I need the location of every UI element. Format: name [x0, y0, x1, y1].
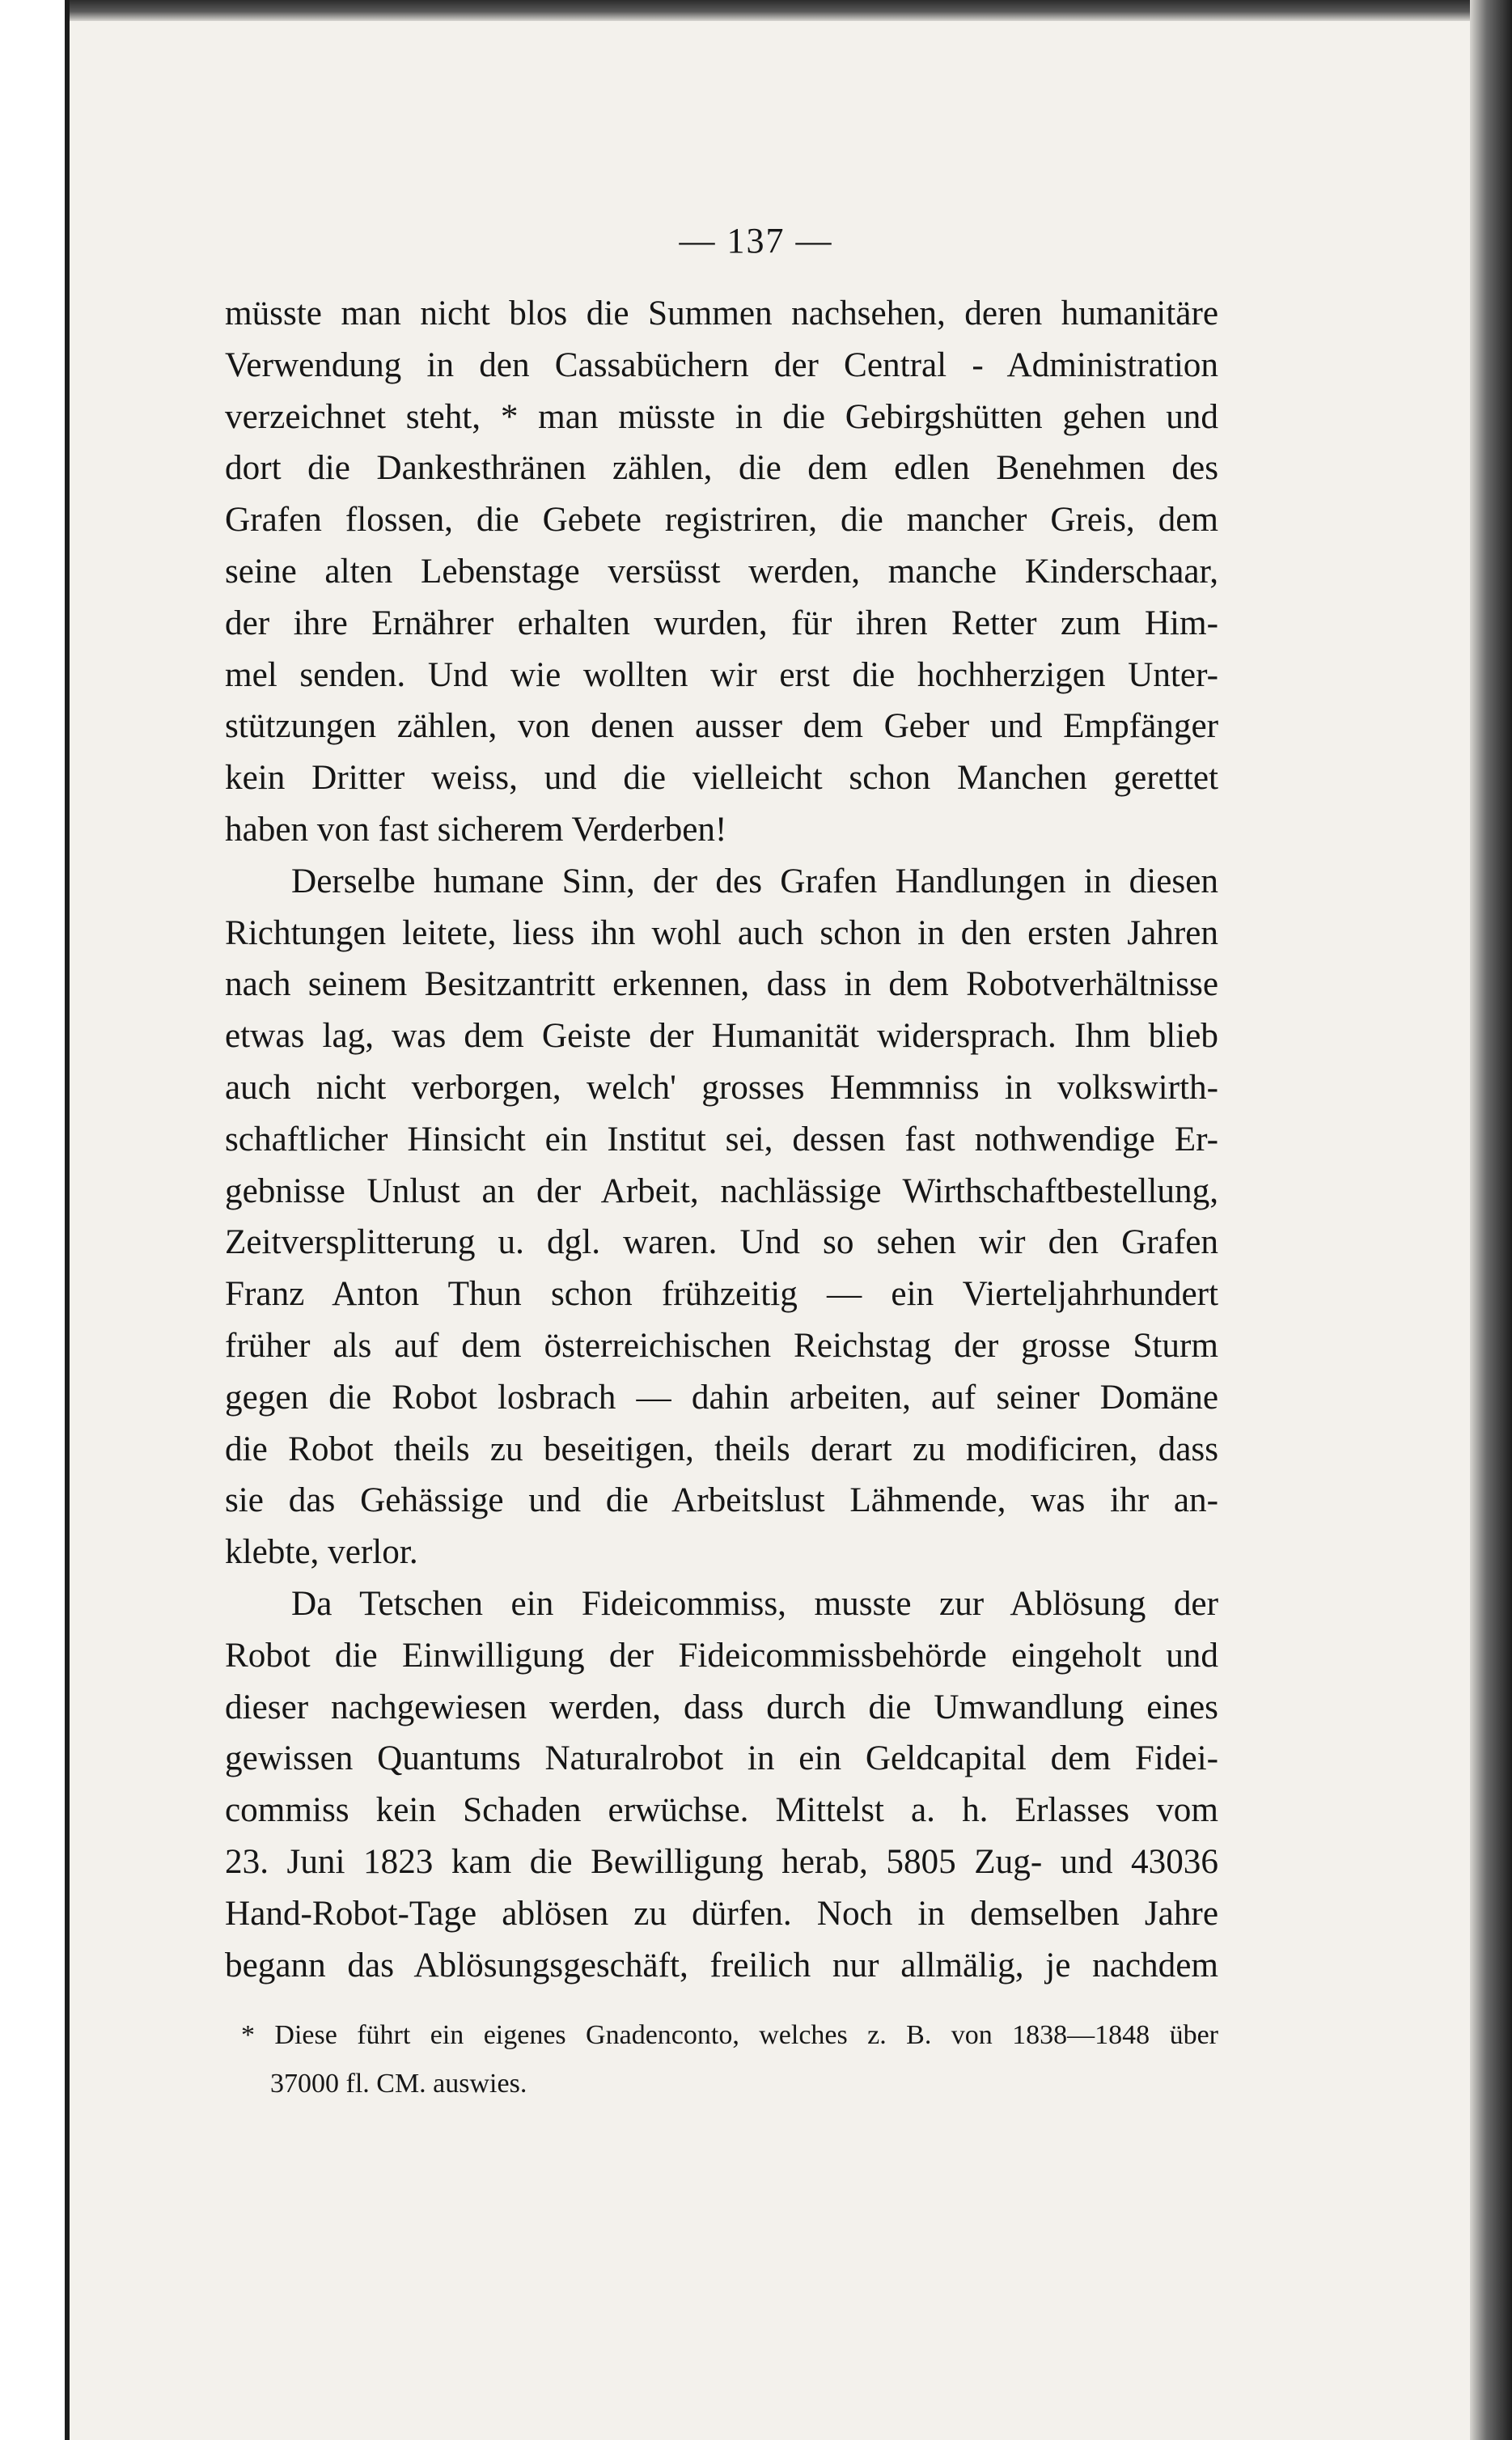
- text-line: etwas lag, was dem Geiste der Humanität widersprach. Ihm blieb: [225, 1017, 1218, 1056]
- text-line: sie das Gehässige und die Arbeitslust Lähmende, was ihr an-: [225, 1481, 1218, 1520]
- text-line: gebnisse Unlust an der Arbeit, nachlässige Wirthschaftbestellung,: [225, 1171, 1218, 1210]
- text-line: gegen die Robot losbrach — dahin arbeiten, auf seiner Domäne: [225, 1378, 1218, 1417]
- paragraph-1: [225, 288, 1218, 856]
- text-line: der ihre Ernährer erhalten wurden, für ihren Retter zum Him-: [225, 604, 1218, 642]
- text-line: auch nicht verborgen, welch' grosses Hemmniss in volkswirth-: [225, 1068, 1218, 1107]
- footnote-line: * Diese führt ein eigenes Gnadenconto, welches z. B. von 1838—1848 über: [241, 2020, 1218, 2050]
- text-line: Derselbe humane Sinn, der des Grafen Handlungen in diesen: [291, 862, 1218, 900]
- text-line: verzeichnet steht, * man müsste in die Gebirgshütten gehen und: [225, 397, 1218, 436]
- text-line: nach seinem Besitzantritt erkennen, dass in dem Robotverhältnisse: [225, 965, 1218, 1004]
- text-line: seine alten Lebenstage versüsst werden, manche Kinderschaar,: [225, 552, 1218, 591]
- footnote: [225, 2011, 1218, 2108]
- text-line: dieser nachgewiesen werden, dass durch die Umwandlung eines: [225, 1688, 1218, 1726]
- text-line: Richtungen leitete, liess ihn wohl auch schon in den ersten Jahren: [225, 913, 1218, 952]
- text-line: klebte, verlor.: [225, 1533, 418, 1572]
- text-line: Robot die Einwilligung der Fideicommissbehörde eingeholt und: [225, 1636, 1218, 1675]
- text-line: früher als auf dem österreichischen Reichstag der grosse Sturm: [225, 1326, 1218, 1365]
- paragraph-3: [225, 1578, 1218, 1991]
- text-line: mel senden. Und wie wollten wir erst die hochherzigen Unter-: [225, 655, 1218, 694]
- page-number: — 137 —: [679, 221, 833, 261]
- scan-right-edge: [1470, 0, 1512, 2440]
- scan-top-edge: [70, 0, 1512, 21]
- text-line: gewissen Quantums Naturalrobot in ein Geldcapital dem Fidei-: [225, 1739, 1218, 1778]
- paragraph-2: [225, 856, 1218, 1578]
- text-line: Verwendung in den Cassabüchern der Central - Administration: [225, 345, 1218, 384]
- text-line: Franz Anton Thun schon frühzeitig — ein Vierteljahrhundert: [225, 1275, 1218, 1314]
- page-body: [225, 288, 1218, 1991]
- text-line: stützungen zählen, von denen ausser dem Geber und Empfänger: [225, 707, 1218, 746]
- footnote-line: 37000 fl. CM. auswies.: [270, 2069, 527, 2099]
- scan-left-edge: [0, 0, 70, 2440]
- text-line: müsste man nicht blos die Summen nachsehen, deren humanitäre: [225, 294, 1218, 333]
- text-line: Grafen flossen, die Gebete registriren, die mancher Greis, dem: [225, 501, 1218, 540]
- text-line: begann das Ablösungsgeschäft, freilich nur allmälig, je nachdem: [225, 1946, 1218, 1985]
- text-line: schaftlicher Hinsicht ein Institut sei, dessen fast nothwendige Er-: [225, 1120, 1218, 1159]
- text-line: Hand-Robot-Tage ablösen zu dürfen. Noch in demselben Jahre: [225, 1894, 1218, 1933]
- text-line: dort die Dankesthränen zählen, die dem edlen Benehmen des: [225, 449, 1218, 488]
- text-line: haben von fast sicherem Verderben!: [225, 810, 727, 849]
- text-line: die Robot theils zu beseitigen, theils derart zu modificiren, dass: [225, 1430, 1218, 1468]
- text-line: commiss kein Schaden erwüchse. Mittelst a. h. Erlasses vom: [225, 1791, 1218, 1830]
- text-line: Da Tetschen ein Fideicommiss, musste zur Ablösung der: [291, 1584, 1218, 1623]
- text-line: 23. Juni 1823 kam die Bewilligung herab, 5805 Zug- und 43036: [225, 1842, 1218, 1881]
- text-line: kein Dritter weiss, und die vielleicht schon Manchen gerettet: [225, 759, 1218, 798]
- text-line: Zeitversplitterung u. dgl. waren. Und so sehen wir den Grafen: [225, 1223, 1218, 1262]
